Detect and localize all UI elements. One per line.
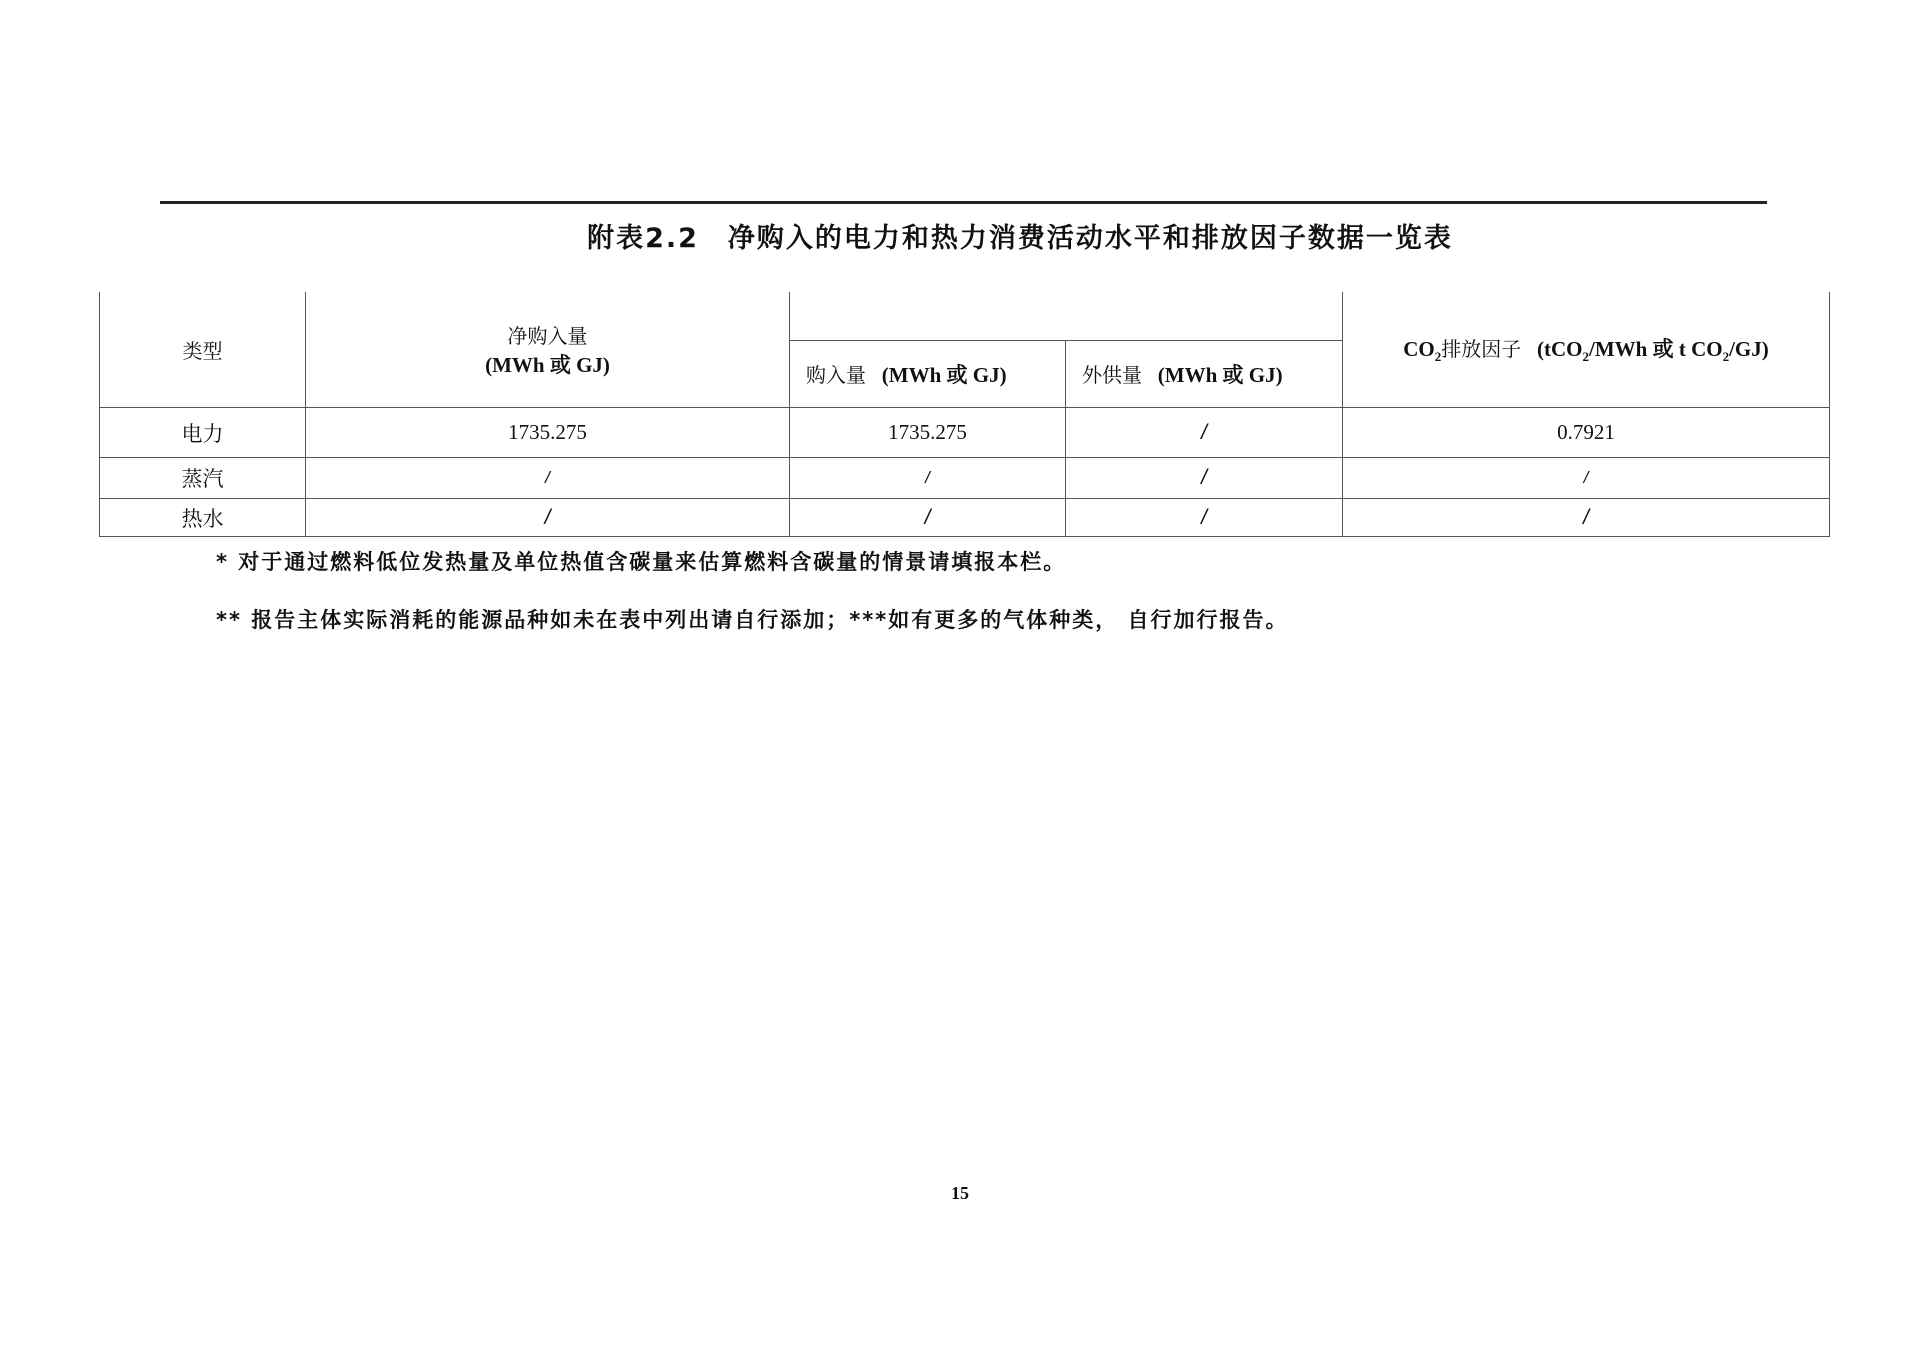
- header-net-purchase-unit: (MWh 或 GJ): [485, 353, 610, 377]
- co2-unit-b: /MWh 或 t CO: [1589, 337, 1723, 362]
- footnote-2: ** 报告主体实际消耗的能源品种如未在表中列出请自行添加；***如有更多的气体种类， 自行加行报告。: [216, 608, 1289, 632]
- cell-factor: 0.7921: [1343, 408, 1830, 458]
- co2-subscript: 2: [1434, 349, 1442, 365]
- co2-unit-sub1: 2: [1582, 349, 1589, 365]
- co2-unit-a: (tCO: [1537, 337, 1583, 362]
- cell-purchase: /: [790, 499, 1066, 537]
- header-net-purchase: [306, 292, 790, 408]
- header-supply-unit: (MWh 或 GJ): [1157, 363, 1283, 387]
- cell-supply: /: [1066, 499, 1343, 537]
- table-row: [100, 499, 1830, 537]
- table-header-row: [100, 292, 1830, 341]
- header-purchase-label: 购入量: [806, 363, 866, 387]
- header-purchase-supply-group: [790, 292, 1343, 341]
- emission-factor-table: [99, 292, 1830, 537]
- cell-net: /: [306, 499, 790, 537]
- table-row: [100, 408, 1830, 458]
- cell-type: 电力: [100, 408, 306, 458]
- cell-net: /: [306, 458, 790, 499]
- header-supply-label: 外供量: [1082, 363, 1142, 387]
- co2-unit-sub2: 2: [1722, 349, 1730, 365]
- co2-prefix: CO: [1403, 337, 1435, 362]
- table-row: [100, 458, 1830, 499]
- top-rule: [160, 201, 1767, 204]
- co2-unit-c: /GJ): [1729, 337, 1769, 362]
- header-type: [100, 292, 306, 408]
- cell-supply: /: [1066, 408, 1343, 458]
- cell-purchase: 1735.275: [790, 408, 1066, 458]
- cell-type: 蒸汽: [100, 458, 306, 499]
- cell-type: 热水: [100, 499, 306, 537]
- header-purchase: [790, 341, 1066, 408]
- header-type-label: 类型: [182, 339, 223, 363]
- header-supply: [1066, 341, 1343, 408]
- cell-supply: /: [1066, 458, 1343, 499]
- header-net-purchase-label: 净购入量: [507, 324, 588, 348]
- table-title: 附表2.2 净购入的电力和热力消费活动水平和排放因子数据一览表: [587, 223, 1453, 254]
- cell-factor: /: [1343, 499, 1830, 537]
- header-purchase-unit: (MWh 或 GJ): [881, 363, 1007, 387]
- cell-purchase: /: [790, 458, 1066, 499]
- cell-factor: /: [1343, 458, 1830, 499]
- page-number: 15: [951, 1183, 969, 1203]
- cell-net: 1735.275: [306, 408, 790, 458]
- co2-factor-label: 排放因子: [1441, 337, 1522, 362]
- header-co2-factor: [1343, 292, 1830, 408]
- footnote-1: * 对于通过燃料低位发热量及单位热值含碳量来估算燃料含碳量的情景请填报本栏。: [216, 550, 1067, 574]
